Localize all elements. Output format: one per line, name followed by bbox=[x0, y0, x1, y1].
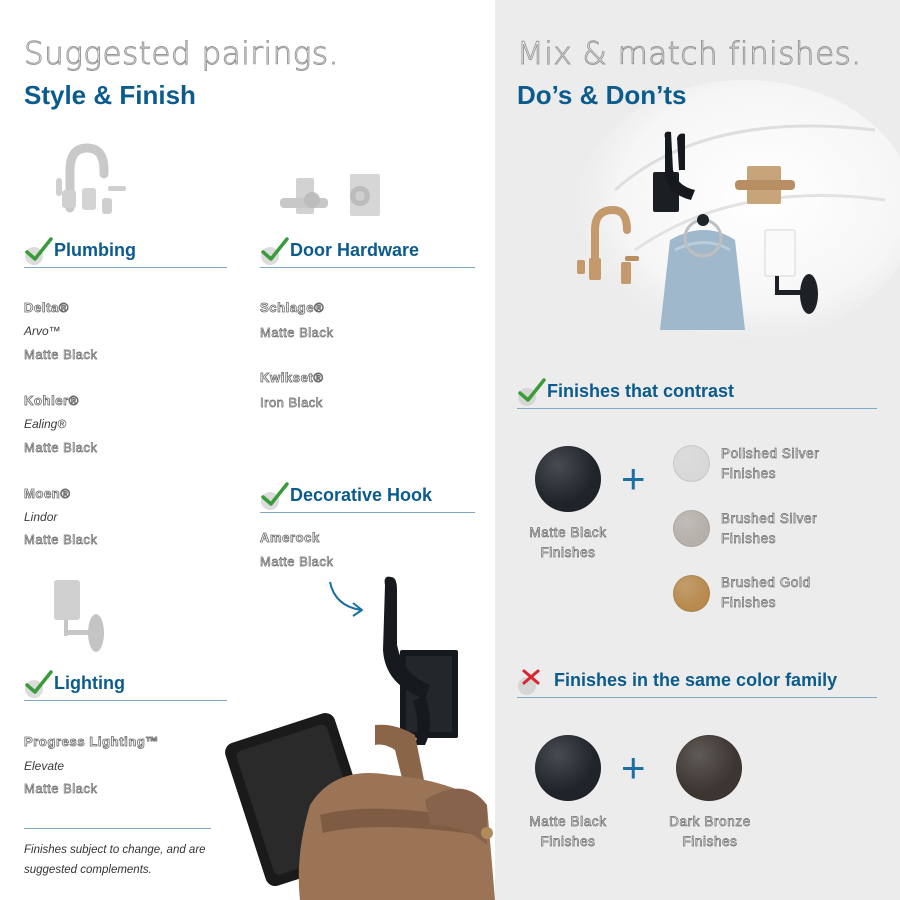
door-hardware-finish: Matte Black bbox=[260, 325, 334, 340]
lighting-heading: Lighting bbox=[54, 673, 125, 693]
matte-black-swatch bbox=[535, 735, 601, 801]
polished-silver-label bbox=[721, 444, 819, 484]
swatch-label-line2: Finishes bbox=[721, 595, 777, 610]
footnote-divider bbox=[24, 828, 211, 829]
left-script-title: Suggested pairings. bbox=[24, 36, 339, 72]
cross-icon bbox=[517, 666, 547, 696]
plumbing-model: Ealing® bbox=[24, 417, 67, 431]
same-family-header bbox=[517, 666, 877, 698]
check-icon bbox=[517, 377, 547, 407]
right-title: Do’s & Don’ts bbox=[517, 80, 687, 110]
swatch-label-line1: Matte Black bbox=[529, 525, 607, 540]
left-title: Style & Finish bbox=[24, 80, 196, 110]
swatch-label-line1: Matte Black bbox=[529, 814, 607, 829]
contrast-header bbox=[517, 377, 877, 409]
check-icon bbox=[24, 669, 54, 699]
swatch-label-line2: Finishes bbox=[682, 834, 738, 849]
same-family-heading: Finishes in the same color family bbox=[554, 670, 838, 690]
matte-black-label bbox=[513, 812, 623, 852]
right-script-title: Mix & match finishes. bbox=[517, 36, 862, 72]
plumbing-model: Lindor bbox=[24, 510, 58, 524]
swatch-label-line1: Brushed Gold bbox=[721, 575, 811, 590]
plus-icon: + bbox=[621, 455, 646, 502]
lighting-brand: Progress Lighting™ bbox=[24, 734, 160, 749]
plumbing-brand: Kohler® bbox=[24, 393, 79, 408]
check-icon bbox=[260, 236, 290, 266]
hook-and-bag-illustration bbox=[225, 575, 495, 900]
matte-black-swatch bbox=[535, 446, 601, 512]
mixed-fixtures-illustration bbox=[565, 130, 835, 330]
plumbing-heading: Plumbing bbox=[54, 240, 136, 260]
decorative-hook-heading: Decorative Hook bbox=[290, 485, 433, 505]
swatch-label-line2: Finishes bbox=[540, 545, 596, 560]
decorative-hook-header bbox=[260, 481, 475, 513]
plus-icon: + bbox=[621, 744, 646, 791]
plumbing-finish: Matte Black bbox=[24, 440, 98, 455]
plumbing-finish: Matte Black bbox=[24, 347, 98, 362]
plumbing-brand: Moen® bbox=[24, 486, 71, 501]
decorative-hook-finish: Matte Black bbox=[260, 554, 334, 569]
swatch-label-line1: Brushed Silver bbox=[721, 511, 818, 526]
lighting-model: Elevate bbox=[24, 759, 65, 773]
contrast-heading: Finishes that contrast bbox=[547, 381, 735, 401]
swatch-label-line2: Finishes bbox=[721, 466, 777, 481]
swatch-label-line1: Dark Bronze bbox=[669, 814, 751, 829]
right-panel bbox=[495, 0, 900, 900]
door-hardware-header bbox=[260, 236, 475, 268]
matte-black-label bbox=[513, 523, 623, 563]
dark-bronze-label bbox=[655, 812, 765, 852]
footnote: Finishes subject to change, and are suggested complements. bbox=[24, 844, 206, 876]
decorative-hook-brand: Amerock bbox=[260, 530, 320, 545]
polished-silver-swatch bbox=[673, 445, 710, 482]
brushed-silver-label bbox=[721, 509, 817, 549]
swatch-label-line1: Polished Silver bbox=[721, 446, 820, 461]
brushed-silver-swatch bbox=[673, 510, 710, 547]
check-icon bbox=[260, 481, 290, 511]
wall-sconce-icon bbox=[48, 578, 108, 656]
door-hardware-heading: Door Hardware bbox=[290, 240, 420, 260]
door-hardware-brand: Schlage® bbox=[260, 300, 325, 315]
door-lever-icon bbox=[278, 170, 388, 220]
plumbing-header bbox=[24, 236, 227, 268]
plumbing-finish: Matte Black bbox=[24, 532, 98, 547]
brushed-gold-swatch bbox=[673, 575, 710, 612]
door-hardware-brand: Kwikset® bbox=[260, 370, 324, 385]
door-hardware-finish: Iron Black bbox=[260, 395, 323, 410]
brushed-gold-label bbox=[721, 573, 811, 613]
faucet-icon bbox=[52, 140, 132, 220]
plumbing-brand: Delta® bbox=[24, 300, 69, 315]
swatch-label-line2: Finishes bbox=[721, 531, 777, 546]
dark-bronze-swatch bbox=[676, 735, 742, 801]
lighting-finish: Matte Black bbox=[24, 781, 98, 796]
plumbing-model: Arvo™ bbox=[24, 324, 61, 338]
lighting-header bbox=[24, 669, 227, 701]
check-icon bbox=[24, 236, 54, 266]
swatch-label-line2: Finishes bbox=[540, 834, 596, 849]
